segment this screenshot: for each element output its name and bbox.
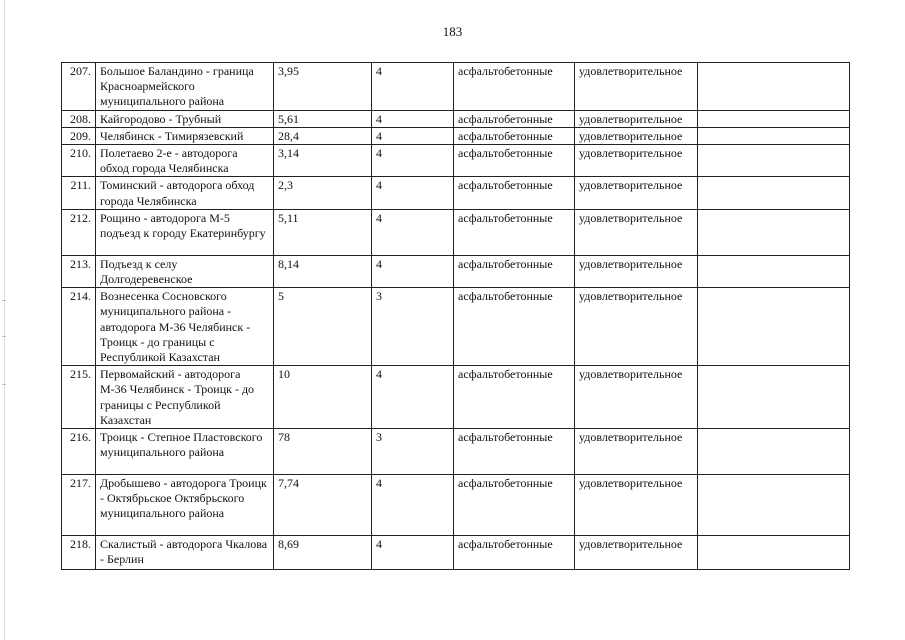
road-category: 4 (372, 63, 454, 111)
row-number: 212. (62, 209, 96, 255)
road-condition: удовлетворительное (575, 429, 698, 475)
row-number: 215. (62, 366, 96, 429)
road-length: 7,74 (274, 475, 372, 536)
scan-edge-mark (2, 300, 6, 301)
road-note (698, 536, 850, 570)
table-row (62, 127, 850, 144)
road-surface: асфальтобетонные (454, 127, 575, 144)
row-number: 213. (62, 255, 96, 287)
row-number: 216. (62, 429, 96, 475)
table-row (62, 288, 850, 366)
road-category: 3 (372, 429, 454, 475)
road-surface: асфальтобетонные (454, 145, 575, 177)
road-category: 4 (372, 536, 454, 570)
road-note (698, 209, 850, 255)
row-number: 209. (62, 127, 96, 144)
road-condition: удовлетворительное (575, 63, 698, 111)
table-row (62, 63, 850, 111)
row-number: 218. (62, 536, 96, 570)
row-number: 210. (62, 145, 96, 177)
road-name: Большое Баландино - граница Красноармейского муниципального района (96, 63, 274, 111)
road-surface: асфальтобетонные (454, 110, 575, 127)
road-category: 4 (372, 366, 454, 429)
road-category: 4 (372, 145, 454, 177)
road-category: 3 (372, 288, 454, 366)
road-name: Томинский - автодорога обход города Челябинска (96, 177, 274, 209)
road-category: 4 (372, 127, 454, 144)
row-number: 211. (62, 177, 96, 209)
row-number: 214. (62, 288, 96, 366)
road-name: Полетаево 2-е - автодорога обход города Челябинска (96, 145, 274, 177)
table-row (62, 255, 850, 287)
road-condition: удовлетворительное (575, 366, 698, 429)
road-surface: асфальтобетонные (454, 536, 575, 570)
road-condition: удовлетворительное (575, 145, 698, 177)
table-body (62, 63, 850, 570)
road-name: Первомайский - автодорога М-36 Челябинск - Троицк - до границы с Республикой Казахстан (96, 366, 274, 429)
road-name: Скалистый - автодорога Чкалова - Берлин (96, 536, 274, 570)
page-number: 183 (442, 24, 463, 39)
road-length: 78 (274, 429, 372, 475)
road-surface: асфальтобетонные (454, 288, 575, 366)
road-length: 5,61 (274, 110, 372, 127)
road-surface: асфальтобетонные (454, 177, 575, 209)
road-name: Троицк - Степное Пластовского муниципального района (96, 429, 274, 475)
road-note (698, 127, 850, 144)
road-name: Челябинск - Тимирязевский (96, 127, 274, 144)
road-note (698, 63, 850, 111)
road-length: 2,3 (274, 177, 372, 209)
table-row (62, 536, 850, 570)
road-name: Вознесенка Сосновского муниципального района - автодорога М-36 Челябинск - Троицк - до границы с Республикой Казахстан (96, 288, 274, 366)
road-surface: асфальтобетонные (454, 475, 575, 536)
road-category: 4 (372, 255, 454, 287)
road-note (698, 177, 850, 209)
row-number: 208. (62, 110, 96, 127)
road-name: Дробышево - автодорога Троицк - Октябрьское Октябрьского муниципального района (96, 475, 274, 536)
table-row (62, 429, 850, 475)
road-note (698, 255, 850, 287)
road-category: 4 (372, 110, 454, 127)
road-length: 3,95 (274, 63, 372, 111)
road-length: 3,14 (274, 145, 372, 177)
table-row (62, 145, 850, 177)
road-length: 8,14 (274, 255, 372, 287)
road-condition: удовлетворительное (575, 288, 698, 366)
road-note (698, 145, 850, 177)
road-length: 5,11 (274, 209, 372, 255)
road-surface: асфальтобетонные (454, 366, 575, 429)
road-condition: удовлетворительное (575, 475, 698, 536)
road-name: Рощино - автодорога М-5 подъезд к городу Екатеринбургу (96, 209, 274, 255)
scan-edge-mark (2, 384, 6, 385)
row-number: 207. (62, 63, 96, 111)
roads-table (61, 62, 850, 570)
road-category: 4 (372, 209, 454, 255)
road-condition: удовлетворительное (575, 110, 698, 127)
table-row (62, 475, 850, 536)
road-length: 8,69 (274, 536, 372, 570)
table-row (62, 110, 850, 127)
road-condition: удовлетворительное (575, 255, 698, 287)
scan-edge-line (4, 0, 5, 640)
road-category: 4 (372, 177, 454, 209)
road-note (698, 366, 850, 429)
row-number: 217. (62, 475, 96, 536)
road-condition: удовлетворительное (575, 536, 698, 570)
road-length: 10 (274, 366, 372, 429)
road-note (698, 288, 850, 366)
road-note (698, 429, 850, 475)
road-name: Подъезд к селу Долгодеревенское (96, 255, 274, 287)
table-row (62, 209, 850, 255)
road-condition: удовлетворительное (575, 127, 698, 144)
road-length: 28,4 (274, 127, 372, 144)
road-surface: асфальтобетонные (454, 255, 575, 287)
road-surface: асфальтобетонные (454, 429, 575, 475)
road-note (698, 110, 850, 127)
road-note (698, 475, 850, 536)
road-surface: асфальтобетонные (454, 209, 575, 255)
table-row (62, 177, 850, 209)
road-category: 4 (372, 475, 454, 536)
road-condition: удовлетворительное (575, 209, 698, 255)
road-name: Кайгородово - Трубный (96, 110, 274, 127)
road-length: 5 (274, 288, 372, 366)
table-row (62, 366, 850, 429)
scan-edge-mark (2, 336, 6, 337)
road-surface: асфальтобетонные (454, 63, 575, 111)
road-condition: удовлетворительное (575, 177, 698, 209)
